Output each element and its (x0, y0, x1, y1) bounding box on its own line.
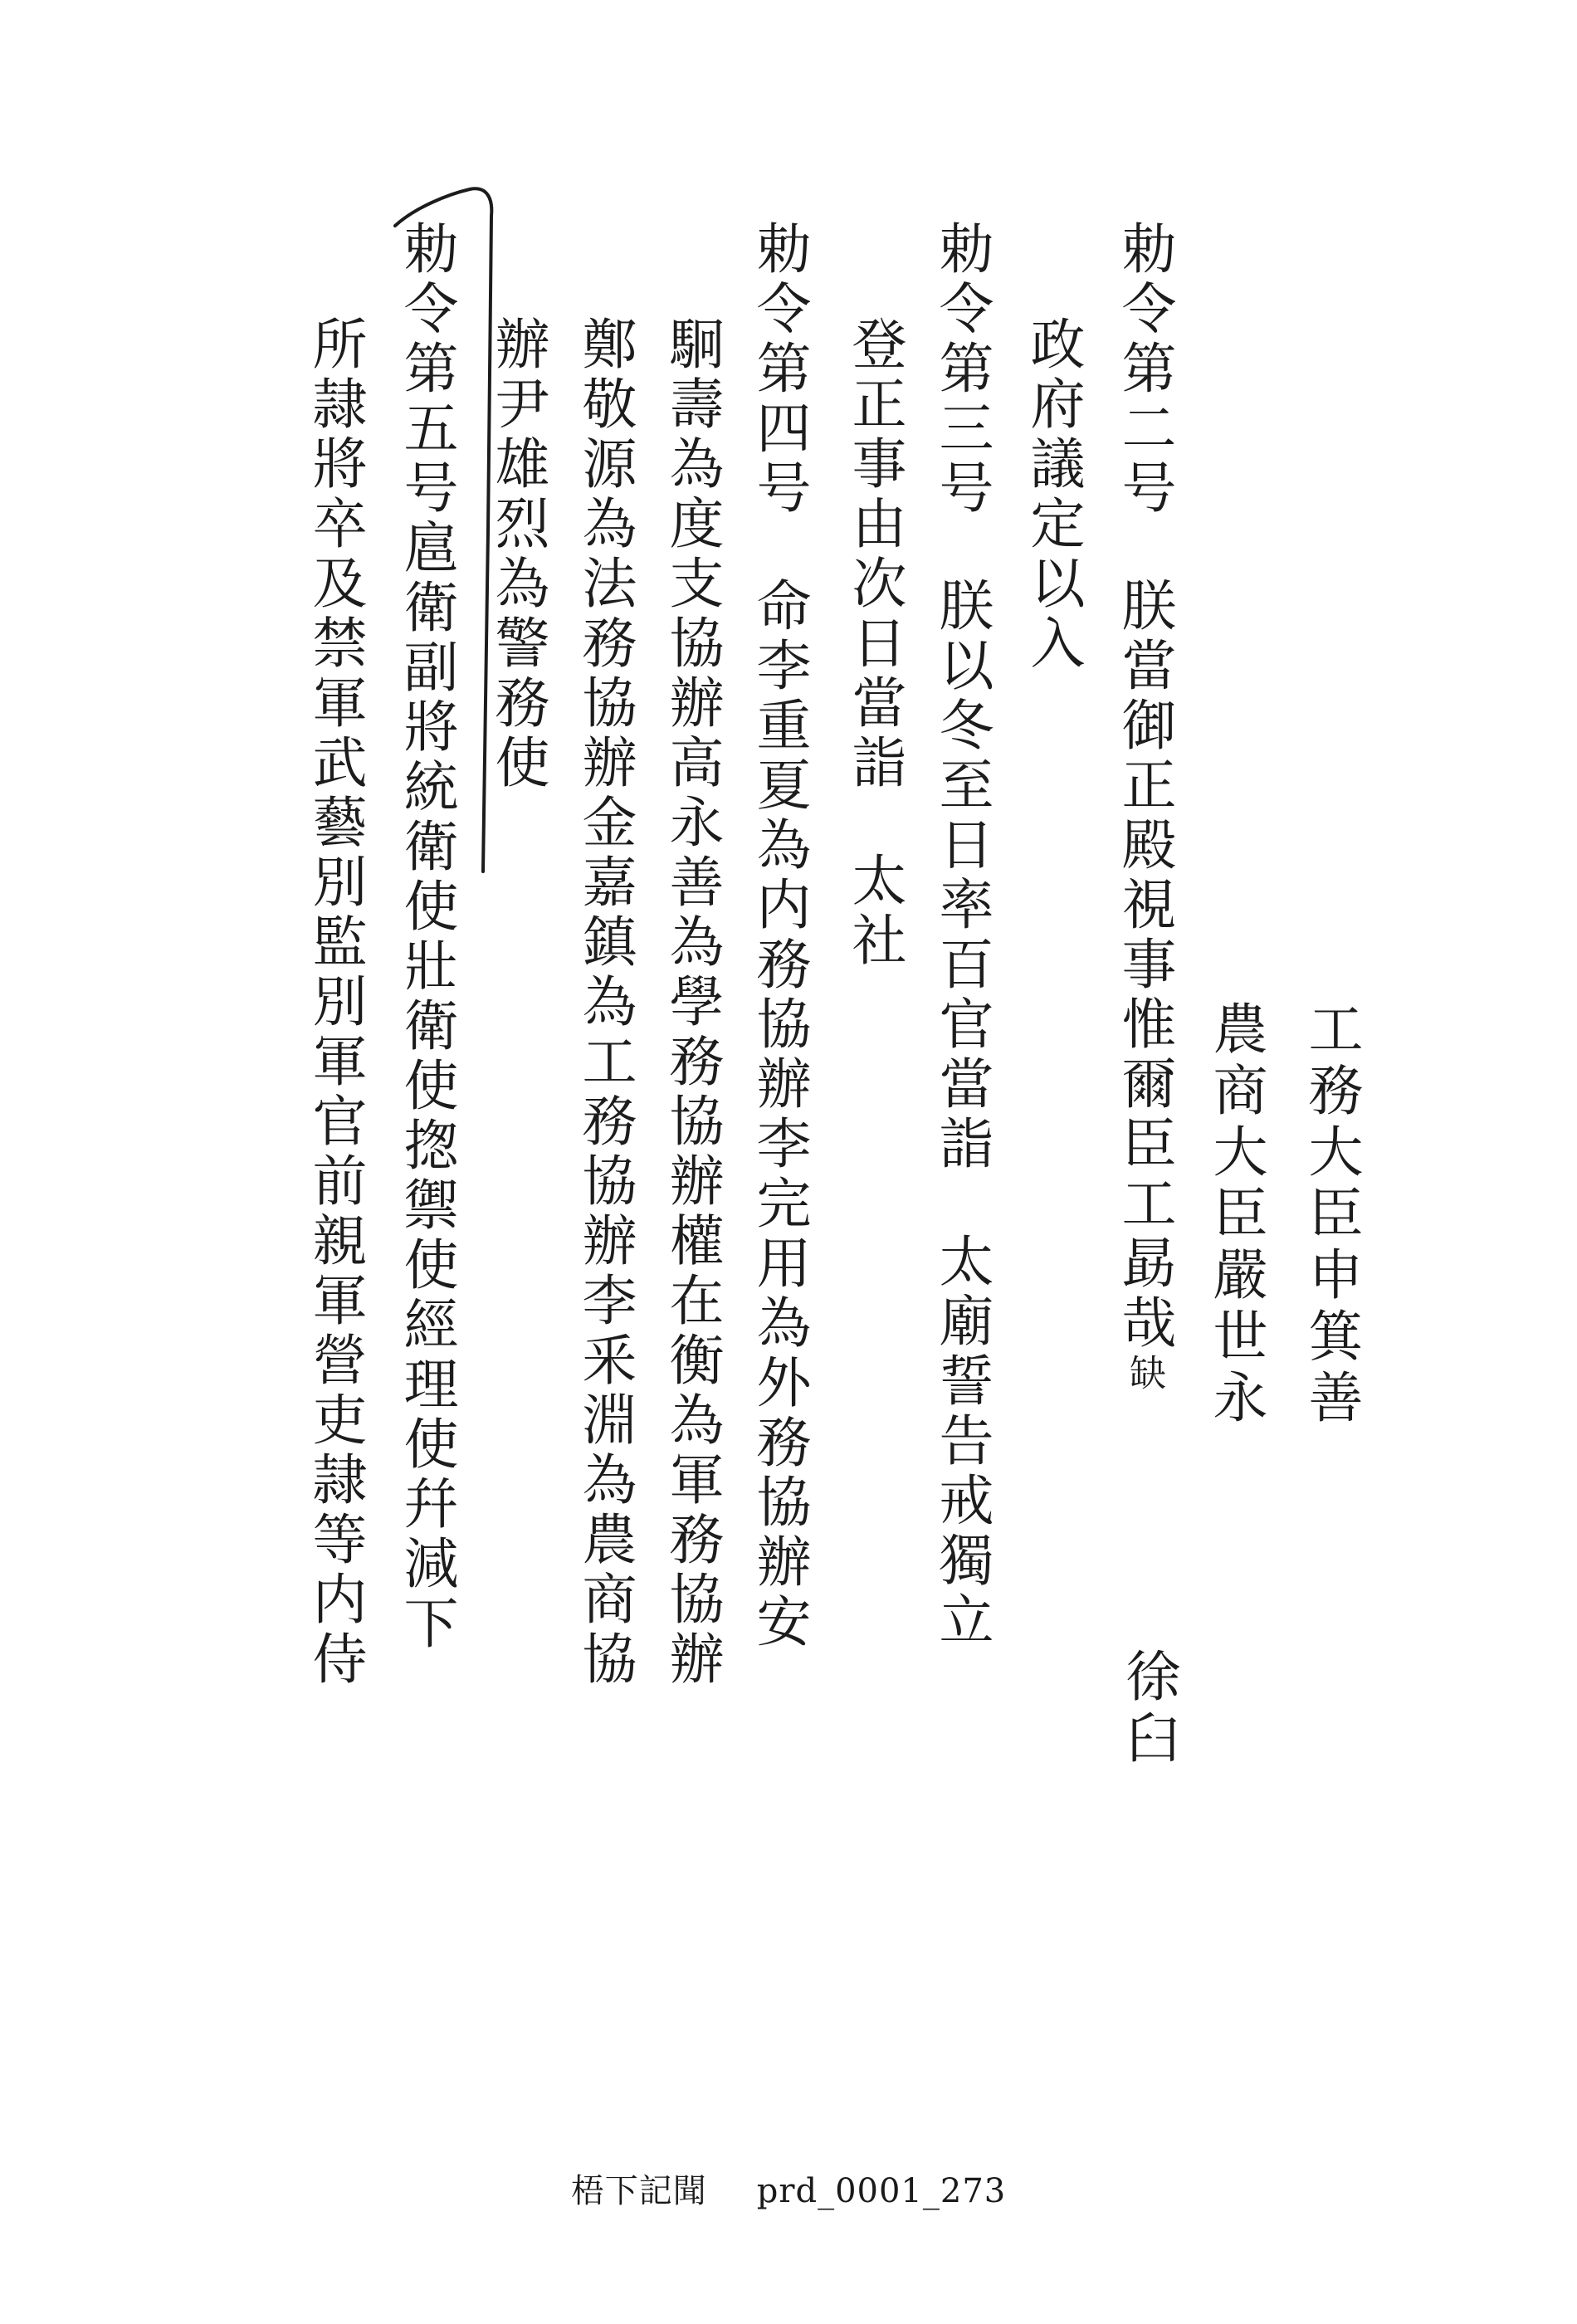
text-column-6 (660, 315, 724, 1690)
text-column-2 (1021, 315, 1085, 674)
edict-text-2: 朕當御正殿視事惟爾臣工勗哉 (1112, 577, 1176, 1354)
signatory-works-minister: 工務大臣申箕善 (1299, 1000, 1363, 1430)
edict-heading-5: 勅令第五号扈衛副將統衛使壯衛使揔禦使經理使幷減下 (394, 220, 458, 1654)
altar-text: 太社 (842, 852, 906, 971)
missing-mark: 缺 (1123, 1354, 1165, 1395)
appointments-text-3: 辦尹雄烈為警務使 (486, 315, 549, 793)
edict-heading-4: 勅令第四号 (747, 220, 811, 519)
government-decision: 政府議定以入 (1021, 315, 1085, 674)
edict-text-3b: 太廟誓告戒獨立 (930, 1233, 994, 1651)
text-column-5 (747, 220, 811, 1653)
text-column-7 (573, 315, 637, 1690)
edict-heading-2: 勅令第二号 (1112, 220, 1176, 519)
signatory-fragment: 徐臼 (1116, 1648, 1180, 1770)
ascension-text: 登正事由次日當詣 (842, 315, 906, 793)
text-column-4 (842, 315, 906, 971)
footer-title: 梧下記聞 (570, 2172, 707, 2210)
appointments-text-2: 鄭敬源為法務協辦金嘉鎮為工務協辦李釆淵為農商協 (573, 315, 637, 1690)
text-column-9 (394, 220, 458, 1654)
edict-text-4: 命李重夏為内務協辦李完用為外務協辦安 (747, 577, 811, 1653)
abolition-text: 所隷將卒及禁軍武藝別監別軍官前親軍營吏隷等内侍 (303, 315, 367, 1690)
text-column-1 (1112, 220, 1176, 1395)
text-column-8 (486, 315, 549, 793)
page-footer (0, 2165, 1577, 2212)
appointments-text-1: 駉壽為度支協辦高永善為學務協辦權在衡為軍務協辦 (660, 315, 724, 1690)
edict-text-3: 朕以冬至日率百官當詣 (930, 577, 994, 1174)
text-column-10 (303, 315, 367, 1690)
text-column-3 (930, 220, 994, 1651)
footer-id: prd_0001_273 (756, 2172, 1007, 2210)
edict-heading-3: 勅令第三号 (930, 220, 994, 519)
signatory-agriculture-minister: 農商大臣嚴世永 (1204, 1000, 1267, 1430)
